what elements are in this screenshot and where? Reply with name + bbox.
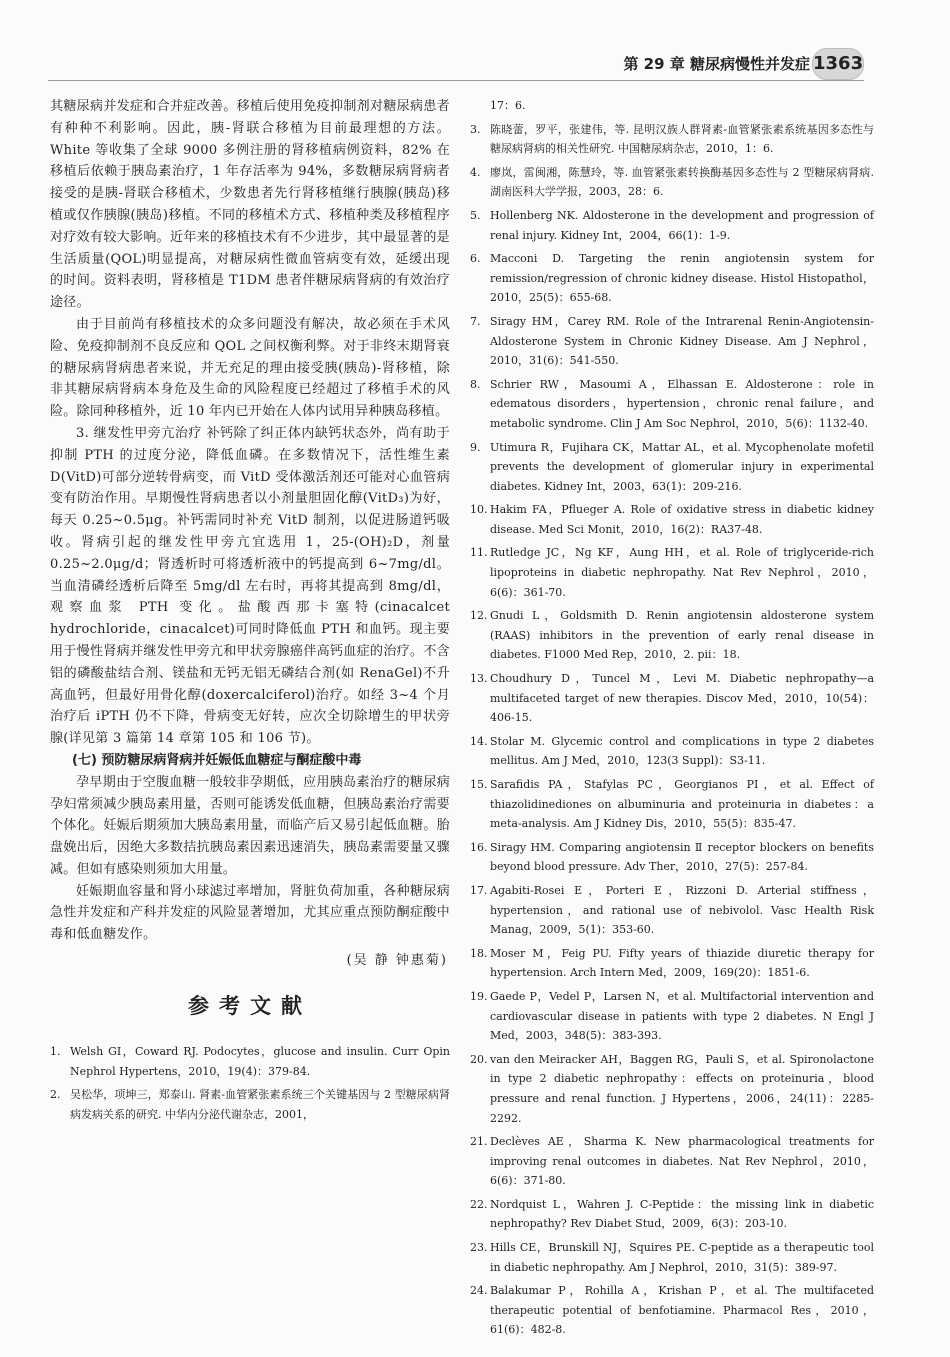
reference-text: van den Meiracker AH，Baggen RG，Pauli S，et al. Spironolactone in type 2 diabetic nephropathy：effects on proteinuria，blood pressure and renal function. J Hypertens，2006，24(11)：2285-2292.	[490, 1052, 874, 1125]
reference-text: Siragy HM，Carey RM. Role of the Intrarenal Renin-Angiotensin-Aldosterone System in Chronic Kidney Disease. Am J Nephrol，2010，31(6)：541-550.	[490, 314, 874, 368]
reference-item	[470, 249, 874, 308]
reference-number: 3.	[470, 122, 481, 136]
reference-text: Hakim FA，Pflueger A. Role of oxidative stress in diabetic kidney disease. Med Sci Monit，2010，16(2)：RA37-48.	[490, 503, 874, 536]
reference-item	[470, 206, 874, 245]
reference-number: 10.	[470, 503, 488, 517]
right-column	[470, 96, 874, 1344]
reference-text: Balakumar P，Rohilla A，Krishan P，et al. The multifaceted therapeutic potential of benfotiamine. Pharmacol Res，2010，61(6)：482-8.	[490, 1284, 874, 1337]
reference-text: Hollenberg NK. Aldosterone in the development and progression of renal injury. Kidney Int，2004，66(1)：1-9.	[490, 208, 874, 242]
reference-text: Welsh GI，Coward RJ. Podocytes，glucose and insulin. Curr Opin Nephrol Hypertens，2010，19(4)：379-84.	[70, 1045, 450, 1078]
reference-text: 吴松华，项坤三，郑泰山. 肾素-血管紧张素系统三个关键基因与 2 型糖尿病肾病发病关系的研究. 中华内分泌代谢杂志，2001，	[70, 1088, 450, 1121]
reference-number: 18.	[470, 946, 488, 960]
reference-item	[470, 669, 874, 728]
reference-number: 16.	[470, 840, 488, 854]
reference-item	[470, 500, 874, 539]
reference-item	[470, 944, 874, 983]
page-number: 1363	[812, 48, 864, 80]
reference-text: Rutledge JC，Ng KF，Aung HH，et al. Role of triglyceride-rich lipoproteins in diabetic nephropathy. Nat Rev Nephrol，2010，6(6)：361-70.	[490, 546, 874, 599]
reference-item	[470, 1050, 874, 1128]
reference-item	[470, 1238, 874, 1277]
reference-item	[470, 838, 874, 877]
reference-text: Declèves AE，Sharma K. New pharmacological treatments for improving renal outcomes in diabetes. Nat Rev Nephrol，2010，6(6)：371-80.	[490, 1135, 874, 1188]
reference-text: 17：6.	[490, 99, 526, 112]
reference-text: Siragy HM. Comparing angiotensin Ⅱ receptor blockers on benefits beyond blood pressure. Adv Ther，2010，27(5)：257-84.	[490, 840, 874, 874]
reference-item	[470, 163, 874, 202]
reference-number: 17.	[470, 883, 488, 897]
reference-item	[470, 120, 874, 159]
reference-item	[470, 1281, 874, 1340]
reference-number: 11.	[470, 546, 488, 560]
reference-item-continued	[470, 96, 874, 116]
reference-number: 22.	[470, 1197, 488, 1211]
reference-text: 陈晓蕾，罗平，张建伟，等. 昆明汉族人群肾素-血管紧张素系统基因多态性与糖尿病肾病的相关性研究. 中国糖尿病杂志，2010，1：6.	[490, 122, 874, 156]
reference-number: 14.	[470, 734, 488, 748]
reference-number: 15.	[470, 778, 488, 791]
header-rule	[48, 80, 864, 81]
reference-number: 5.	[470, 208, 481, 222]
reference-item	[470, 732, 874, 771]
reference-text: Gaede P，Vedel P，Larsen N，et al. Multifactorial intervention and cardiovascular disease in patients with type 2 diabetes. N Engl J Med，2003，348(5)：383-393.	[490, 989, 874, 1043]
reference-number: 23.	[470, 1241, 488, 1255]
reference-number: 21.	[470, 1135, 488, 1149]
left-column	[50, 96, 450, 1128]
reference-number: 24.	[470, 1284, 488, 1298]
reference-number: 2.	[50, 1088, 61, 1102]
reference-text: Gnudi L，Goldsmith D. Renin angiotensin aldosterone system (RAAS) inhibitors in the prevention of early renal disease in diabetes. F1000 Med Rep，2010，2. pii：18.	[490, 609, 874, 662]
references-heading: 参考文献	[188, 993, 312, 1019]
reference-text: Schrier RW，Masoumi A，Elhassan E. Aldosterone：role in edematous disorders，hypertension，chronic renal failure，and metabolic syndrome. Clin J Am Soc Nephrol，2010，5(6)：1132-40.	[490, 377, 874, 430]
reference-text: Choudhury D，Tuncel M，Levi M. Diabetic nephropathy—a multifaceted target of new therapies. Discov Med，2010，10(54)：406-15.	[490, 672, 874, 725]
reference-item	[470, 375, 874, 434]
reference-item	[470, 438, 874, 497]
reference-number: 9.	[470, 440, 481, 454]
reference-item	[470, 775, 874, 834]
reference-text: Moser M，Feig PU. Fifty years of thiazide diuretic therapy for hypertension. Arch Intern Med，2009，169(20)：1851-6.	[490, 946, 874, 980]
reference-item	[470, 1195, 874, 1234]
reference-text: 廖岚，雷闽湘，陈慧玲，等. 血管紧张素转换酶基因多态性与 2 型糖尿病肾病. 湖南医科大学学报，2003，28：6.	[490, 165, 874, 199]
reference-text: Utimura R，Fujihara CK，Mattar AL，et al. Mycophenolate mofetil prevents the development of glomerular injury in experimental diabetes. Kidney Int，2003，63(1)：209-216.	[490, 440, 874, 493]
body-paragraph: 其糖尿病并发症和合并症改善。移植后使用免疫抑制剂对糖尿病患者有种种不利影响。因此，胰-肾联合移植为目前最理想的方法。White 等收集了全球 9000 多例注册的肾移植病例资料，82% 在移植后依赖于胰岛素治疗，1 年存活率为 94%，多数糖尿病肾病者接受的是胰-肾联合移植术，少数患者先行肾移植继行胰腺(胰岛)移植或仅作胰腺(胰岛)移植。不同的移植术方式、移植种类及移植程序对疗效有较大影响。近年来的移植技术有不少进步，其中最显著的是生活质量(QOL)明显提高，对糖尿病性微血管病变有效，延缓出现的时间。资料表明，肾移植是 T1DM 患者伴糖尿病肾病的有效治疗途径。	[50, 99, 450, 311]
body-paragraph: 孕早期由于空腹血糖一般较非孕期低，应用胰岛素治疗的糖尿病孕妇常须减少胰岛素用量，否则可能诱发低血糖，但胰岛素治疗需要个体化。妊娠后期须加大胰岛素用量，而临产后又易引起低血糖。胎盘娩出后，因绝大多数拮抗胰岛素因素迅速消失，胰岛素需要量又骤减。但如有感染则须加大用量。	[50, 774, 450, 877]
chapter-title: 第 29 章 糖尿病慢性并发症	[623, 55, 810, 73]
reference-number: 20.	[470, 1052, 488, 1066]
reference-text: Nordquist L，Wahren J. C-Peptide：the missing link in diabetic nephropathy? Rev Diabet Stud，2009，6(3)：203-10.	[490, 1197, 874, 1231]
reference-number: 4.	[470, 165, 481, 179]
reference-number: 7.	[470, 314, 481, 328]
reference-list-right	[470, 96, 874, 1340]
reference-item	[50, 1085, 450, 1124]
reference-number: 6.	[470, 252, 481, 266]
page-header	[0, 50, 950, 80]
reference-text: Hills CE，Brunskill NJ，Squires PE. C-peptide as a therapeutic tool in diabetic nephropathy. Am J Nephrol，2010，31(5)：389-97.	[490, 1241, 874, 1274]
reference-number: 19.	[470, 989, 488, 1003]
reference-item	[470, 1132, 874, 1191]
section-subheading: (七) 预防糖尿病肾病并妊娠低血糖症与酮症酸中毒	[72, 752, 362, 768]
reference-number: 8.	[470, 377, 481, 391]
reference-text: Stolar M. Glycemic control and complications in type 2 diabetes mellitus. Am J Med，2010，123(3 Suppl)：S3-11.	[490, 734, 874, 768]
reference-item	[470, 606, 874, 665]
body-paragraph: 3. 继发性甲旁亢治疗 补钙除了纠正体内缺钙状态外，尚有助于抑制 PTH 的过度分泌，降低血磷。在多数情况下，活性维生素 D(VitD)可部分逆转骨病变，而 VitD 受体激活剂还可能对心血管病变有防治作用。早期慢性肾病患者以小剂量胆固化醇(VitD₃)为好，每天 0.25~0.5μg。补钙需同时补充 VitD 制剂，以促进肠道钙吸收。肾病引起的继发性甲旁亢宜选用 1，25-(OH)₂D，剂量 0.25~2.0μg/d；肾透析时可将透析液中的钙提高到 6~7mg/dl。当血清磷经透析后降至 5mg/dl 左右时，再将其提高到 8mg/dl，观察血浆 PTH 变化。盐酸西那卡塞特(cinacalcet hydrochloride，cinacalcet)可同时降低血 PTH 和血钙。现主要用于慢性肾病并继发性甲旁亢和甲状旁腺癌伴高钙血症的治疗。不含铝的磷酸盐结合剂、镁盐和无钙无铝无磷结合剂(如 RenaGel)不升高血钙，但最好用骨化醇(doxercalciferol)治疗。如经 3~4 个月治疗后 iPTH 仍不下降，骨病变无好转，应次全切除增生的甲状旁腺(详见第 3 篇第 14 章第 105 和 106 节)。	[50, 425, 450, 747]
reference-text: Sarafidis PA，Stafylas PC，Georgianos PI，et al. Effect of thiazolidinediones on albuminuria and proteinuria in diabetes：a meta-analysis. Am J Kidney Dis，2010，55(5)：835-47.	[490, 778, 874, 831]
reference-list-left	[50, 1042, 450, 1124]
reference-item	[470, 881, 874, 940]
body-paragraph: 由于目前尚有移植技术的众多问题没有解决，故必须在手术风险、免疫抑制剂不良反应和 QOL 之间权衡利弊。对于非终末期肾衰的糖尿病肾病患者来说，并无充足的理由接受胰(胰岛)-肾移植，除非其糖尿病肾病本身危及生命的风险程度已经超过了移植手术的风险。除同种移植外，近 10 年内已开始在人体内试用异种胰岛移植。	[50, 316, 450, 420]
reference-item	[470, 543, 874, 602]
reference-text: Agabiti-Rosei E，Porteri E，Rizzoni D. Arterial stiffness，hypertension，and rational use of nebivolol. Vasc Health Risk Manag，2009，5(1)：353-60.	[490, 883, 874, 937]
reference-number: 1.	[50, 1045, 61, 1059]
body-paragraph: 妊娠期血容量和肾小球滤过率增加，肾脏负荷加重，各种糖尿病急性并发症和产科并发症的风险显著增加，尤其应重点预防酮症酸中毒和低血糖发作。	[50, 883, 450, 943]
reference-text: Macconi D. Targeting the renin angiotensin system for remission/regression of chronic kidney disease. Histol Histopathol，2010，25(5)：655-68.	[490, 252, 874, 305]
reference-item	[470, 987, 874, 1046]
reference-item	[50, 1042, 450, 1081]
reference-number: 13.	[470, 672, 488, 686]
section-authors: (吴 静 钟惠菊)	[346, 953, 448, 969]
reference-item	[470, 312, 874, 371]
reference-number: 12.	[470, 609, 488, 623]
